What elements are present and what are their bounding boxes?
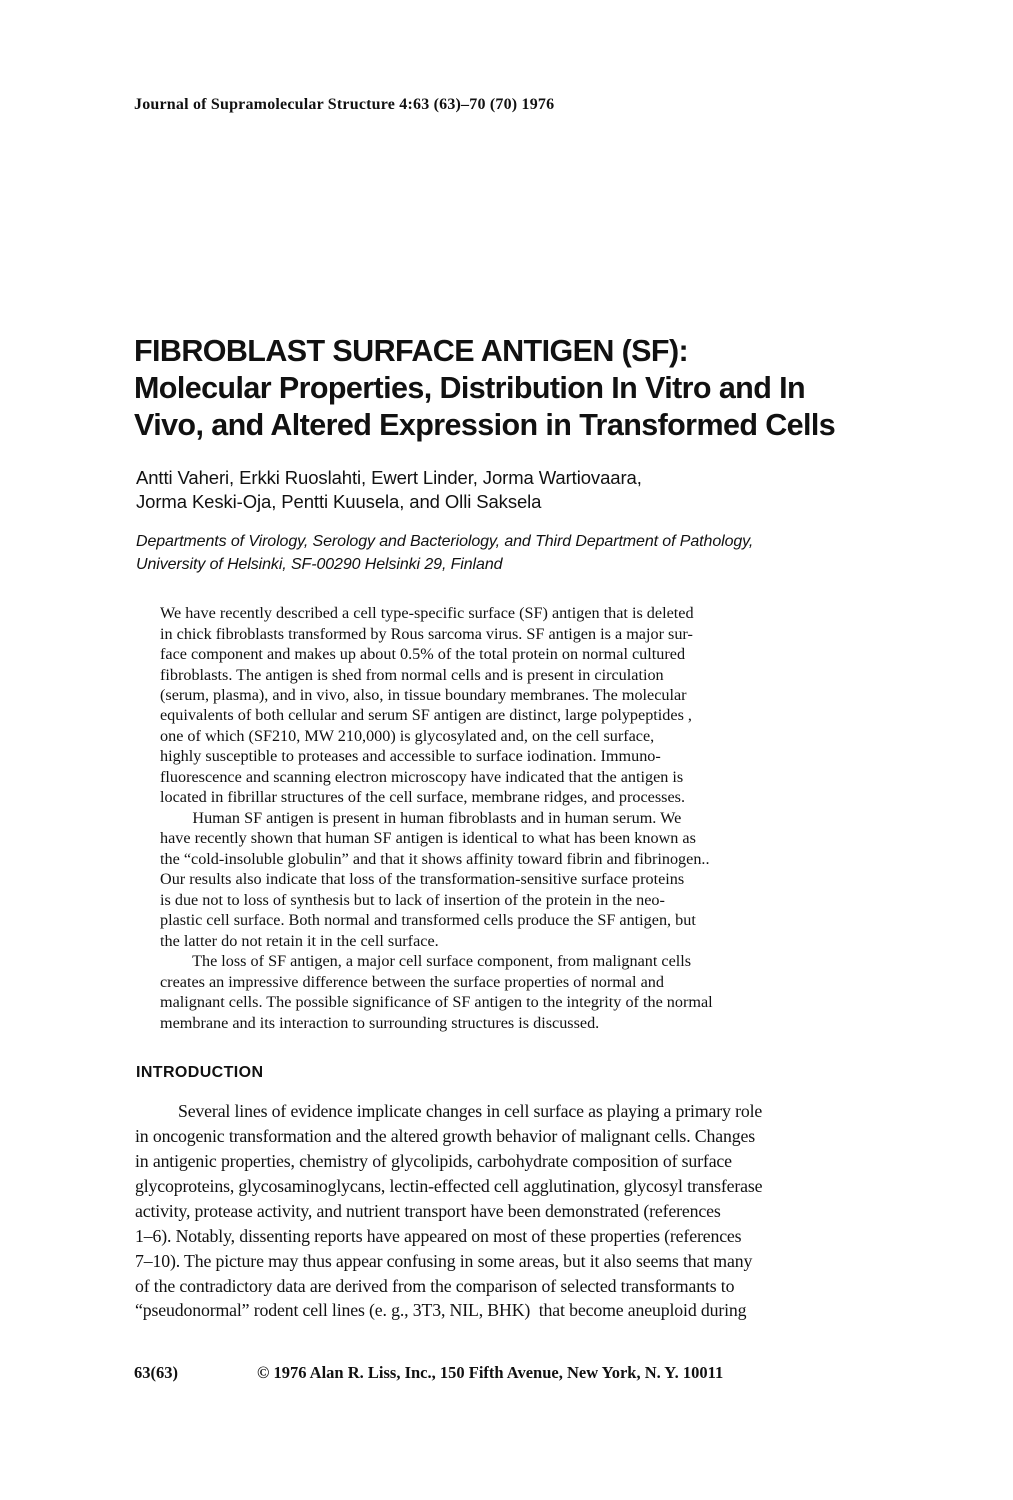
abstract-line: located in fibrillar structures of the cell surface, membrane ridges, and processes. [160, 788, 685, 806]
title-line: Vivo, and Altered Expression in Transformed Cells [134, 408, 836, 442]
section-heading-introduction: INTRODUCTION [136, 1064, 264, 1081]
abstract-line: creates an impressive difference between the surface properties of normal and [160, 973, 664, 991]
abstract-line: Our results also indicate that loss of the transformation-sensitive surface proteins [160, 870, 685, 888]
title-line: Molecular Properties, Distribution In Vitro and In [134, 371, 806, 405]
affiliation-line: University of Helsinki, SF-00290 Helsinki 29, Finland [136, 556, 503, 573]
abstract-line: have recently shown that human SF antigen is identical to what has been known as [160, 829, 696, 847]
abstract-line: fibroblasts. The antigen is shed from normal cells and is present in circulation [160, 666, 664, 684]
abstract-line: We have recently described a cell type-specific surface (SF) antigen that is deleted [160, 604, 694, 622]
authors-line: Antti Vaheri, Erkki Ruoslahti, Ewert Linder, Jorma Wartiovaara, [136, 467, 642, 488]
body-line: “pseudonormal” rodent cell lines (e. g., 3T3, NIL, BHK) that become aneuploid during [135, 1300, 747, 1320]
body-line: activity, protease activity, and nutrient transport have been demonstrated (references [135, 1201, 721, 1221]
authors-line: Jorma Keski-Oja, Pentti Kuusela, and Olli Saksela [136, 491, 542, 512]
body-line: 1–6). Notably, dissenting reports have appeared on most of these properties (references [135, 1226, 742, 1246]
abstract-line: one of which (SF210, MW 210,000) is glycosylated and, on the cell surface, [160, 727, 655, 745]
journal-citation: Journal of Supramolecular Structure 4:63 (63)–70 (70) 1976 [134, 96, 555, 113]
abstract-line: fluorescence and scanning electron microscopy have indicated that the antigen is [160, 768, 684, 786]
abstract-line: highly susceptible to proteases and accessible to surface iodination. Immuno- [160, 747, 661, 765]
abstract-line: in chick fibroblasts transformed by Rous sarcoma virus. SF antigen is a major sur- [160, 625, 693, 643]
abstract-line: membrane and its interaction to surrounding structures is discussed. [160, 1014, 600, 1032]
body-line: in antigenic properties, chemistry of glycolipids, carbohydrate composition of surface [135, 1151, 732, 1171]
abstract-line: equivalents of both cellular and serum SF antigen are distinct, large polypeptides , [160, 706, 692, 724]
body-line: Several lines of evidence implicate changes in cell surface as playing a primary role [135, 1101, 763, 1121]
body-line: of the contradictory data are derived from the comparison of selected transformants to [135, 1276, 735, 1296]
abstract-line: is due not to loss of synthesis but to lack of insertion of the protein in the neo- [160, 891, 665, 909]
abstract-line: Human SF antigen is present in human fibroblasts and in human serum. We [160, 809, 682, 827]
page-number: 63(63) [134, 1363, 178, 1382]
title-line: FIBROBLAST SURFACE ANTIGEN (SF): [134, 334, 689, 368]
body-line: in oncogenic transformation and the altered growth behavior of malignant cells. Changes [135, 1126, 755, 1146]
body-line: glycoproteins, glycosaminoglycans, lectin-effected cell agglutination, glycosyl transferase [135, 1176, 763, 1196]
abstract-line: plastic cell surface. Both normal and transformed cells produce the SF antigen, but [160, 911, 696, 929]
abstract-line: (serum, plasma), and in vivo, also, in tissue boundary membranes. The molecular [160, 686, 687, 704]
copyright-notice: © 1976 Alan R. Liss, Inc., 150 Fifth Avenue, New York, N. Y. 10011 [257, 1363, 724, 1382]
affiliation-line: Departments of Virology, Serology and Bacteriology, and Third Department of Pathology, [136, 533, 754, 550]
abstract-line: malignant cells. The possible significance of SF antigen to the integrity of the normal [160, 993, 713, 1011]
abstract-line: The loss of SF antigen, a major cell surface component, from malignant cells [160, 952, 692, 970]
body-line: 7–10). The picture may thus appear confusing in some areas, but it also seems that many [135, 1251, 753, 1271]
abstract-line: the latter do not retain it in the cell surface. [160, 932, 439, 950]
abstract-line: the “cold-insoluble globulin” and that it shows affinity toward fibrin and fibrinogen.. [160, 850, 710, 868]
abstract-line: face component and makes up about 0.5% of the total protein on normal cultured [160, 645, 686, 663]
